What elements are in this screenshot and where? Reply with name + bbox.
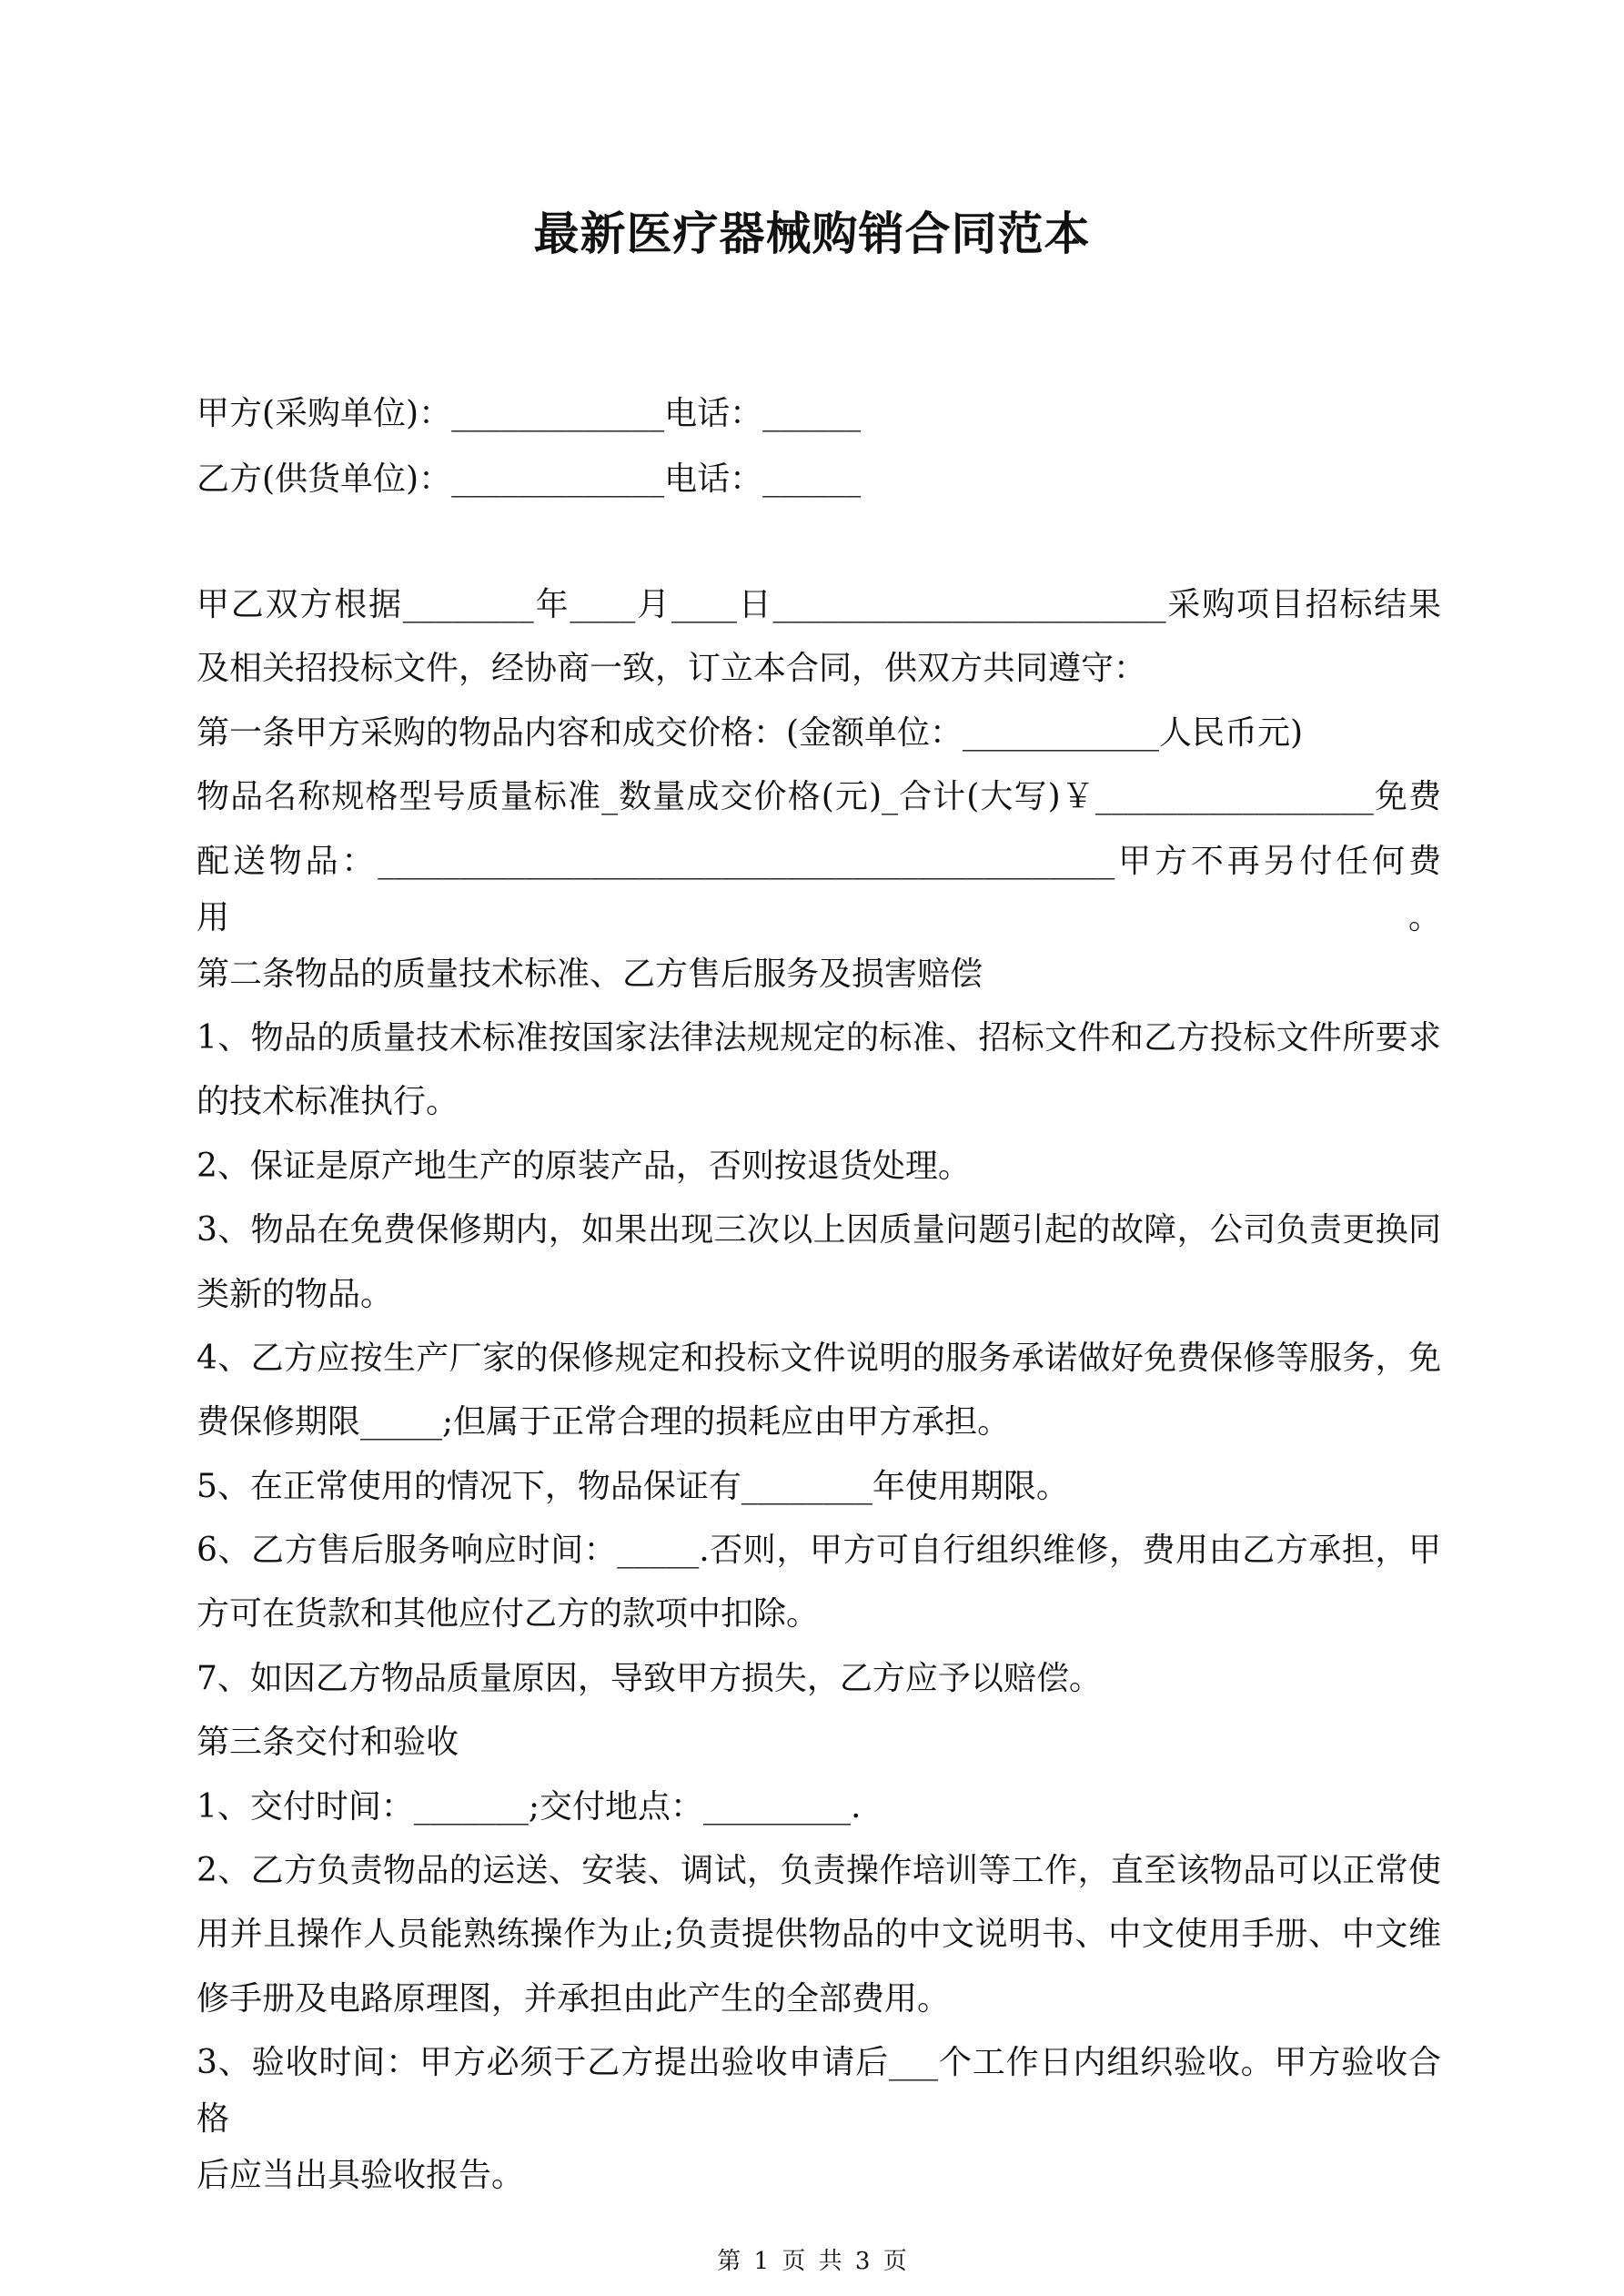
clause-line: 2、乙方负责物品的运送、安装、调试，负责操作培训等工作，直至该物品可以正常使 [197,1852,1441,1890]
contract-body [197,577,1441,2212]
clause-line: 类新的物品。 [197,1275,394,1313]
clause-line: 3、验收时间：甲方必须于乙方提出验收申请后___个工作日内组织验收。甲方验收合格 [197,2044,1441,2139]
party-b-line: 乙方(供货单位)：_____________电话：______ [197,460,862,498]
body-line: 配送物品：_____________________________________________甲方不再另付任何费用。 [197,842,1441,936]
body-line: 及相关招投标文件，经协商一致，订立本合同，供双方共同遵守： [197,650,1147,688]
clause-line: 费保修期限_____;但属于正常合理的损耗应由甲方承担。 [197,1403,1011,1441]
clause-line: 的技术标准执行。 [197,1083,459,1121]
clause-line: 用并且操作人员能熟练操作为止;负责提供物品的中文说明书、中文使用手册、中文维 [197,1916,1441,1954]
body-line: 甲乙双方根据________年____月____日________________________采购项目招标结果 [197,586,1441,623]
clause-line: 6、乙方售后服务响应时间：_____.否则，甲方可自行组织维修，费用由乙方承担，甲 [197,1532,1441,1570]
clause-line: 3、物品在免费保修期内，如果出现三次以上因质量问题引起的故障，公司负责更换同 [197,1211,1441,1249]
clause-line: 方可在货款和其他应付乙方的款项中扣除。 [197,1595,820,1633]
document-title: 最新医疗器械购销合同范本 [533,207,1091,260]
page-number-footer: 第 1 页 共 3 页 [717,2247,907,2275]
article-3-heading: 第三条交付和验收 [197,1724,459,1762]
clause-line: 5、在正常使用的情况下，物品保证有________年使用期限。 [197,1467,1069,1505]
clause-line: 2、保证是原产地生产的原装产品，否则按退货处理。 [197,1147,971,1185]
clause-line: 4、乙方应按生产厂家的保修规定和投标文件说明的服务承诺做好免费保修等服务，免 [197,1339,1441,1377]
clause-line: 7、如因乙方物品质量原因，导致甲方损失，乙方应予以赔偿。 [197,1659,1102,1697]
body-line: 物品名称规格型号质量标准_数量成交价格(元)_合计(大写)￥_________________免费 [197,778,1441,816]
clause-line: 1、交付时间：_______;交付地点：_________. [197,1787,862,1826]
party-a-line: 甲方(采购单位)：_____________电话：______ [197,395,862,432]
article-2-heading: 第二条物品的质量技术标准、乙方售后服务及损害赔偿 [197,955,983,993]
clause-line: 修手册及电路原理图，并承担由此产生的全部费用。 [197,1979,951,2018]
clause-line: 后应当出具验收报告。 [197,2157,525,2195]
article-1-heading: 第一条甲方采购的物品内容和成交价格：(金额单位：____________人民币元) [197,713,1304,752]
clause-line: 1、物品的质量技术标准按国家法律法规规定的标准、招标文件和乙方投标文件所要求 [197,1018,1441,1057]
